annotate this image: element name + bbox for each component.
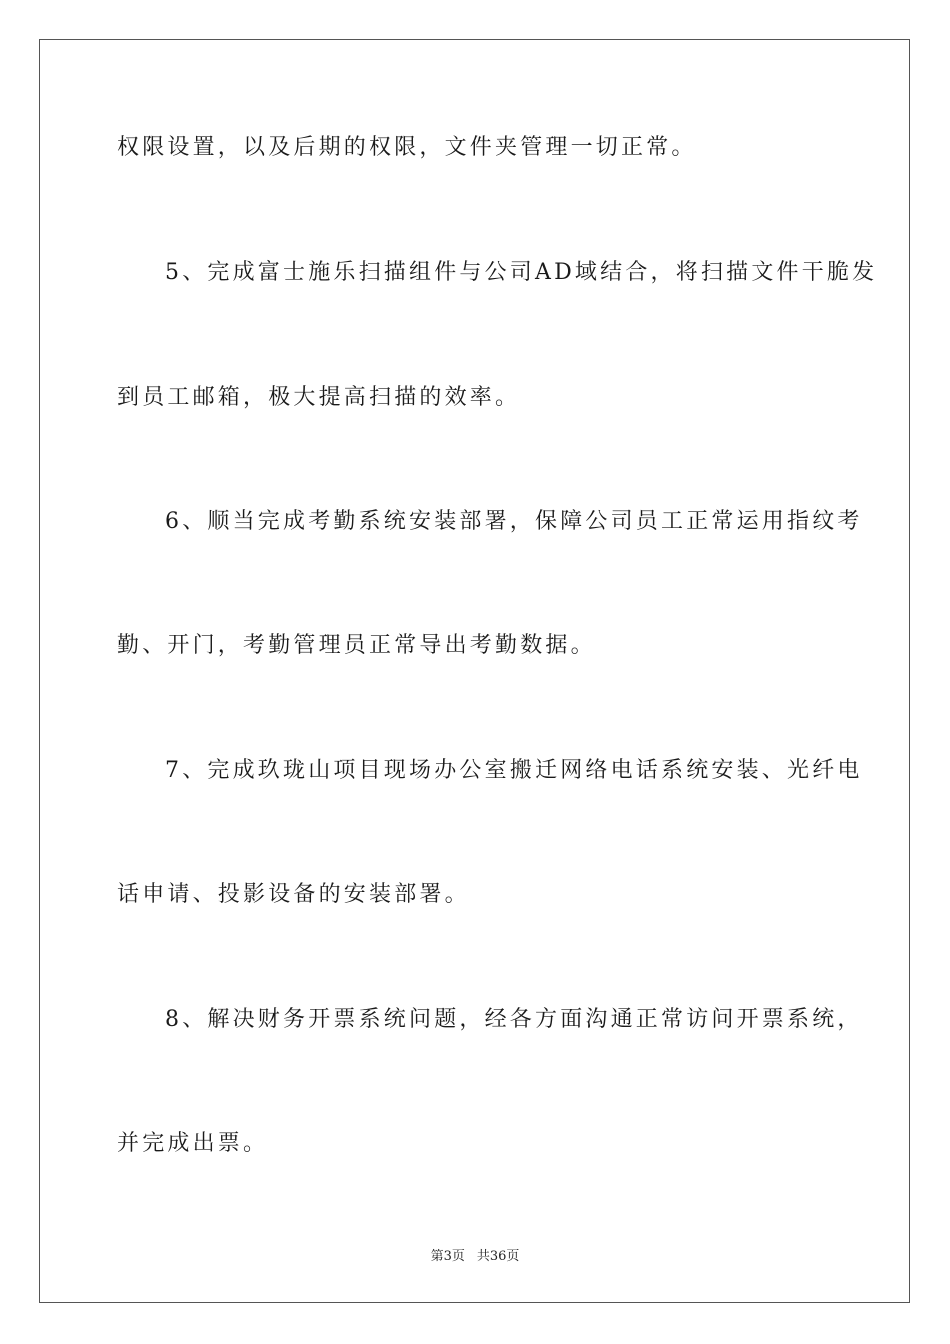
list-item-5-continuation: 到员工邮箱，极大提高扫描的效率。 (117, 385, 521, 410)
body-text-line: 权限设置，以及后期的权限，文件夹管理一切正常。 (117, 135, 697, 160)
list-item-6-line: 6、顺当完成考勤系统安装部署，保障公司员工正常运用指纹考 (165, 509, 863, 534)
list-item-7-line: 7、完成玖珑山项目现场办公室搬迁网络电话系统安装、光纤电 (165, 758, 863, 783)
list-item-8-line: 8、解决财务开票系统问题，经各方面沟通正常访问开票系统， (165, 1007, 863, 1032)
page-border (39, 39, 910, 1303)
total-pages: 共36页 (476, 1249, 520, 1264)
list-item-7-continuation: 话申请、投影设备的安装部署。 (117, 882, 470, 907)
page-number: 第3页 (430, 1249, 465, 1264)
page-footer (0, 1248, 950, 1266)
list-item-8-continuation: 并完成出票。 (117, 1131, 269, 1156)
list-item-5-line: 5、完成富士施乐扫描组件与公司AD域结合，将扫描文件干脆发 (165, 260, 878, 285)
list-item-6-continuation: 勤、开门，考勤管理员正常导出考勤数据。 (117, 633, 596, 658)
